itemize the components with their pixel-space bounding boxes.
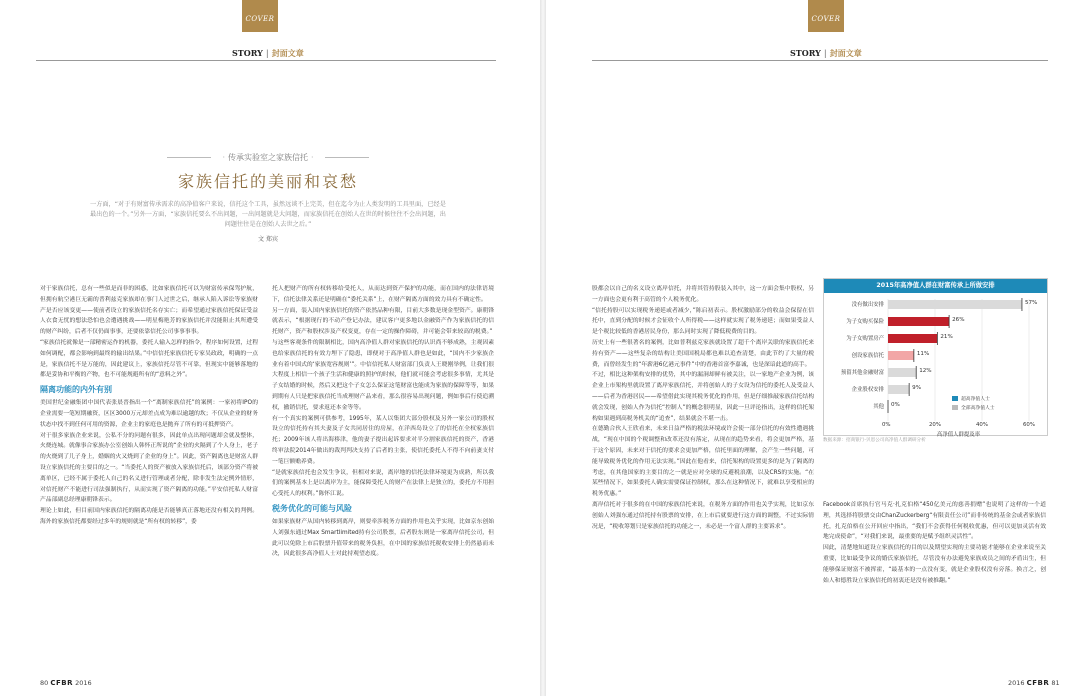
brand-left: CFBR bbox=[50, 679, 74, 687]
left-footer bbox=[40, 679, 92, 687]
cover-tab bbox=[808, 0, 844, 32]
page-number-right: 81 bbox=[1051, 679, 1060, 687]
chart-bar bbox=[888, 317, 949, 326]
chart-category-label: 没有做出安排 bbox=[851, 302, 884, 308]
section-cn-label: 封面文章 bbox=[271, 48, 304, 58]
cover-label: COVER bbox=[811, 15, 841, 23]
chart-value-label: 26% bbox=[952, 317, 965, 323]
section-line-right-rule bbox=[325, 157, 369, 158]
brand-right: CFBR bbox=[1026, 679, 1050, 687]
chart-value-label: 21% bbox=[940, 334, 953, 340]
chart-category-label: 为子女购买保险 bbox=[846, 319, 884, 325]
chart-plot bbox=[824, 293, 1047, 435]
chart-value-label: 9% bbox=[912, 385, 922, 391]
year-right: 2016 bbox=[1008, 679, 1025, 687]
chart-bar bbox=[888, 300, 1022, 309]
chart-category-label: 其他 bbox=[873, 404, 884, 410]
paragraph: 美国世纪金融集团中国代表张晨晋指出一个“离制家族信托”的案例：一家初将IPO的企业需要一笔短期融资，区区3000万元却差点成为难以逾越的坎；不仅从企业的财务状态中找不到任何可用的资源，企业主的家庭也是抛弃了所有的可抵押资产。 bbox=[40, 400, 258, 428]
left-column-2 bbox=[272, 284, 494, 668]
section-dot-left: · bbox=[222, 153, 225, 162]
paragraph: 托人把财产的所有权转移给受托人，从而达到资产保护的功能，而在国内的法律语境下，信托法律关系还是明确在“委托关系”上，在财产隔离方面的效力具有不确定性。 bbox=[272, 286, 494, 303]
right-footer bbox=[1008, 679, 1060, 687]
paragraph: 因此，清楚地知道设立家族信托的目的以及期望实现的主要功能才能够在企业来说至关重要，比如最受争议的婚氏家族信托，尽管没有办法避免家族成员之间的矛盾出生，但能够保证财富不被挥霍，“最基本的一点没有变，就是企业股权没有旁落。换言之，创始人和德胜设立家族信托的初衷还是没有被推翻。” bbox=[823, 545, 1046, 584]
paragraph: 有一个真实的案例可供参考，1995年，某人以集团大部分股权及另外一家公司的股权设立的信托持有其夫妻及子女共同居住的房屋，在洋西岛设立了的信托在全权家族信托；2009年该人将出海移津，他的妻子提出起诉要求对半分割家族信托的资产，香港终审法院2014年做出的裁判判决支持了后者的主张，使信托委托人不得不向前妻支付一笔巨额赡养费。 bbox=[272, 415, 494, 465]
chart-x-tick-label: 40% bbox=[976, 422, 988, 428]
left-column-1 bbox=[40, 284, 258, 668]
chart-x-axis-label: 高净值人群提及率 bbox=[936, 432, 981, 438]
section-cn-label: 封面文章 bbox=[829, 48, 862, 58]
chart-x-tick-label: 20% bbox=[929, 422, 941, 428]
paragraph: 离岸信托对于很多的在中国的家族信托来说，在税务方面的作用也关乎实现，比如京东创始人刘强东通过信托持有股票的安排，在上市后就要进行这方面的调整，不过实际情况是，“税收筹划只是家族信托的功能之一，未必是一个富人群的主要诉求”。 bbox=[592, 501, 814, 530]
paragraph: 在德勤合伙人王欣看来，未来日益严格的税法环境或许会使一部分信托的有效性遭遇挑战，“现在中国的个税调整和改革还没有落定，从现在的趋势来看，将会更加严格，基于这个原因，未来对于信托的要求会更加严格，信托里面的理解，会产生一些问题，可能导致税务优化的作用无法实现。”因此在他看来，信托架构的设置更多的是为了隔离的考虑，在其他国家的主要目的之一就是应对全球的反避税浪潮，以及CRS的实施。“在某些情况下，如果委托人确实需要保证控制权，那么在这种情况下，就难以享受相应的税务优惠。” bbox=[592, 426, 814, 498]
paragraph: “家族信托就像是一部精密运作的机器，委托人输入怎样的指令，程序如何设置，过程如何调配，都会影响到最终的输出结果。”中信信托家族信托专家吴政政，明确的一点是，家族信托不是万能的，因此建议上，家族信托尽管不可靠，但现实中能够落地的都是妥协和平衡的产物，也不可能规避所有的“意料之外”。 bbox=[40, 339, 258, 379]
paragraph: 另一方面，装入国内家族信托的资产依然品种有限，目前大多数是现金型资产。康朝锋就表示，“根据现行的不动产登记办法，建议客户更多地以金融资产作为家族信托的信托财产，资产和股权涉及产权变更，存在一定的操作障碍，并可能会带来较高的税费。” bbox=[272, 307, 494, 336]
subhead-isolation: 隔离功能的内外有别 bbox=[40, 385, 112, 395]
article-intro: 一方面，“对于有财富传承需求的高净值客户来说，信托这个工具，虽然远谈不上完美，但在迄今为止人类发明的工具里面，已经是最出色的一个。”另外一方面，“家族信托要么不出问题，一出问题就是大问题，而家族信托在创始人在世的时候往往不会出问题，出问题往往是在创始人去世之后。” bbox=[90, 201, 446, 228]
chart-x-tick-label: 60% bbox=[1023, 422, 1035, 428]
story-label: STORY bbox=[232, 48, 263, 58]
story-separator: | bbox=[265, 48, 269, 58]
story-header bbox=[790, 48, 862, 59]
paragraph: 历史上有一些很著名的案例，比如普利兹克家族就设置了超千个离岸关联的家族信托来持有资产——这些复杂的结构让美国国税局都也难以追查清楚，由此节约了大量的税费，而曾经发生的“年薪港6亿港元事件”中的香港首富李嘉诚，也是深谙此道的高手。 bbox=[592, 339, 814, 368]
year-left: 2016 bbox=[75, 679, 92, 687]
right-column-1 bbox=[592, 284, 814, 668]
cover-tab bbox=[242, 0, 278, 32]
cover-label: COVER bbox=[245, 15, 275, 23]
subhead-tax: 税务优化的可能与风险 bbox=[272, 503, 352, 513]
chart-legend-swatch bbox=[952, 396, 958, 401]
chart-category-label: 预留其他金融财富 bbox=[840, 370, 884, 376]
chart-category-label: 为子女购置房产 bbox=[846, 336, 884, 342]
right-page bbox=[546, 0, 1086, 696]
section-line-left-rule bbox=[167, 157, 211, 158]
paragraph: 与这些客观条件的限制相比，国内高净值人群对家族信托的认识尚不够成熟，主观因素也给家族信托的有效力埋下了隐患，即便对于高净值人群也是如此，“国内不少家族企业有着中国式的‘家族宽容规则’”。中信信托私人财富部门负责人王晓刚举例，让我们很大程度上相信一个孩子生活和健康的照护的时候，他们就可能会考虑很多事情，尤其是子女结婚的时候，然后又把这个子女怎么保证这笔财富也能成为家族的保障等等，如果到期有人只是把家族信托当成理财产品来看，那么很容易出现问题，例如事后行使追溯权，撤销信托，要求返还本金等等。 bbox=[272, 339, 494, 411]
chart-title: 2015年高净值人群在财富传承上所做安排 bbox=[824, 279, 1047, 293]
paragraph: 不过，相比这种架构安排的优势，其中的漏洞却鲜有被关注，以一家地产企业为例，该企业上市架构里就设置了离岸家族信托，并将创始人的子女设为信托的委托人及受益人——后者为香港居民——希望借此实现其税务优化的作用，但是仔细推敲家族信托结构就会发现，创始人作为信托“控制人”的概念很明显，因此一旦评论指出，这样的信托架构如果遇到高税务机关的“追查”，结果就会不堪一击。 bbox=[592, 372, 814, 422]
section-line-text: 传承实验室之家族信托 bbox=[228, 153, 308, 162]
chart-value-label: 57% bbox=[1024, 300, 1038, 306]
paragraph: Facebook首席执行官马克·扎克伯格“450亿美元的慈善捐赠”也说明了这样的一个道理，其选择将股票交由ChanZuckerberg“有限责任公司”而非传统的基金会或者家族信托，扎克伯格在公开回应中指出，“我们不会获得任何税收优惠，但可以更加灵活有效地完成使命”，“对我们来说，最重要的是赋予组织灵活性”。 bbox=[823, 502, 1046, 541]
chart-x-tick-label: 0% bbox=[882, 422, 891, 428]
paragraph: 对于家族信托，总有一些似是而非的困惑，比如家族信托可以为财富传承保驾护航，但拥有航空港巨无霸的普利兹克家族却在事门人过世之后，继承人陷入诉讼等家族财产是否应该变更——使前者设立的家族信托名存实亡；而希望通过家族信托保证受益人衣食无忧的想法恐怕也会遭遇挑战——明星梅艳芳的家族信托并没能阻止其所遭受的财产纠纷，后者不仅仍面事事，还要依靠信托公司事事事事。 bbox=[40, 286, 258, 336]
section-line bbox=[88, 152, 448, 163]
paragraph: 股都会以自己的名义设立离岸信托，并将其管持股装入其中，这一方面会集中股权，另一方面也会更有利于高管的个人税务优化。 bbox=[592, 286, 814, 303]
paragraph: 如果家族财产从国内转移到离岸，则要牵涉税务方面的作用也关乎实现，比如京东创始人刘强东通过Max Smartlimited持有公司股票，后者股东则是一家离岸信托公司，但此可以免除上市后股票升值带来的税务负担，在中国的家族信托税收安排上仍然悬而未决，因此很多高净值人士对此持观望态度。 bbox=[272, 518, 494, 558]
right-column-2 bbox=[823, 500, 1046, 668]
inheritance-arrangement-chart bbox=[823, 278, 1048, 436]
byline: 文 郑宾 bbox=[258, 236, 278, 243]
chart-value-label: 11% bbox=[916, 351, 930, 357]
left-page bbox=[0, 0, 540, 696]
paragraph: “信托持股可以实现税务递延或者减少，”陈启初表示。股权激励部分的收益会保留在信托中，直到分配的时候才会征收个人所得税——这样就实现了税务递延；而如果受益人是个税比较低的香港居民身份，那么同时实现了降低税费的目的。 bbox=[592, 307, 814, 336]
chart-bar bbox=[888, 385, 909, 394]
story-header bbox=[232, 48, 304, 59]
chart-bar bbox=[888, 351, 914, 360]
article-title: 家族信托的美丽和哀愁 bbox=[177, 172, 358, 191]
chart-bar bbox=[888, 334, 937, 343]
paragraph: 对于很多家族企业来说，公私不分的问题有很多，因此单点出现问题却会就及整体，火烧连城。就像事合家族办公室创始人韩怀正所说的“企业的火隔到了个人身上，老子的火烧到了儿子身上，婚姻的火又烧到了企业的身上”。因此，资产隔离也是财富人群设立家族信托的主要目的之一。“当委托人的资产被放入家族信托后，该部分资产将被离单区，已经不属于委托人自己的名义进行管理或者分配，除非发生法定例外情形，对信托财产不能进行司法强制执行，从而实现了资产隔离的功能。”平安信托私人财富产品部副总经理康朝锋表示。 bbox=[40, 432, 258, 504]
chart-legend-item bbox=[952, 404, 995, 411]
story-separator: | bbox=[823, 48, 827, 58]
chart-source: 数据来源：招商银行-贝恩公司高净值人群调研分析 bbox=[823, 438, 926, 443]
paragraph: 理论上如此，但目前国内家族信托的隔离功能是否能够真正落地还没有相关的判例。海外的家族信托都要经过多年的规则就是“所有权的转移”，委 bbox=[40, 508, 258, 525]
chart-value-label: 12% bbox=[919, 368, 932, 374]
paragraph: “是就家族信托也会发生争议，但相对来说，离岸地的信托法律环境更为成熟，所以我们的案例基本上是以离岸为主，能保障受托人的财产在法律上是独立的，委托方不用担心受托人的权利。”陈怀江说。 bbox=[272, 469, 494, 498]
chart-value-label: 0% bbox=[891, 402, 900, 408]
chart-legend-label: 全部高净值人士 bbox=[961, 406, 995, 411]
chart-category-label: 创设家族信托 bbox=[851, 353, 884, 359]
chart-bar bbox=[888, 368, 916, 377]
page-number-left: 80 bbox=[40, 679, 49, 687]
section-dot-right: · bbox=[311, 153, 314, 162]
article-header bbox=[88, 152, 448, 243]
chart-category-label: 企业股权安排 bbox=[851, 387, 884, 393]
chart-legend-swatch bbox=[952, 405, 958, 410]
chart-legend-item bbox=[952, 395, 990, 402]
chart-legend-label: 超高净值人士 bbox=[961, 397, 990, 402]
story-label: STORY bbox=[790, 48, 821, 58]
